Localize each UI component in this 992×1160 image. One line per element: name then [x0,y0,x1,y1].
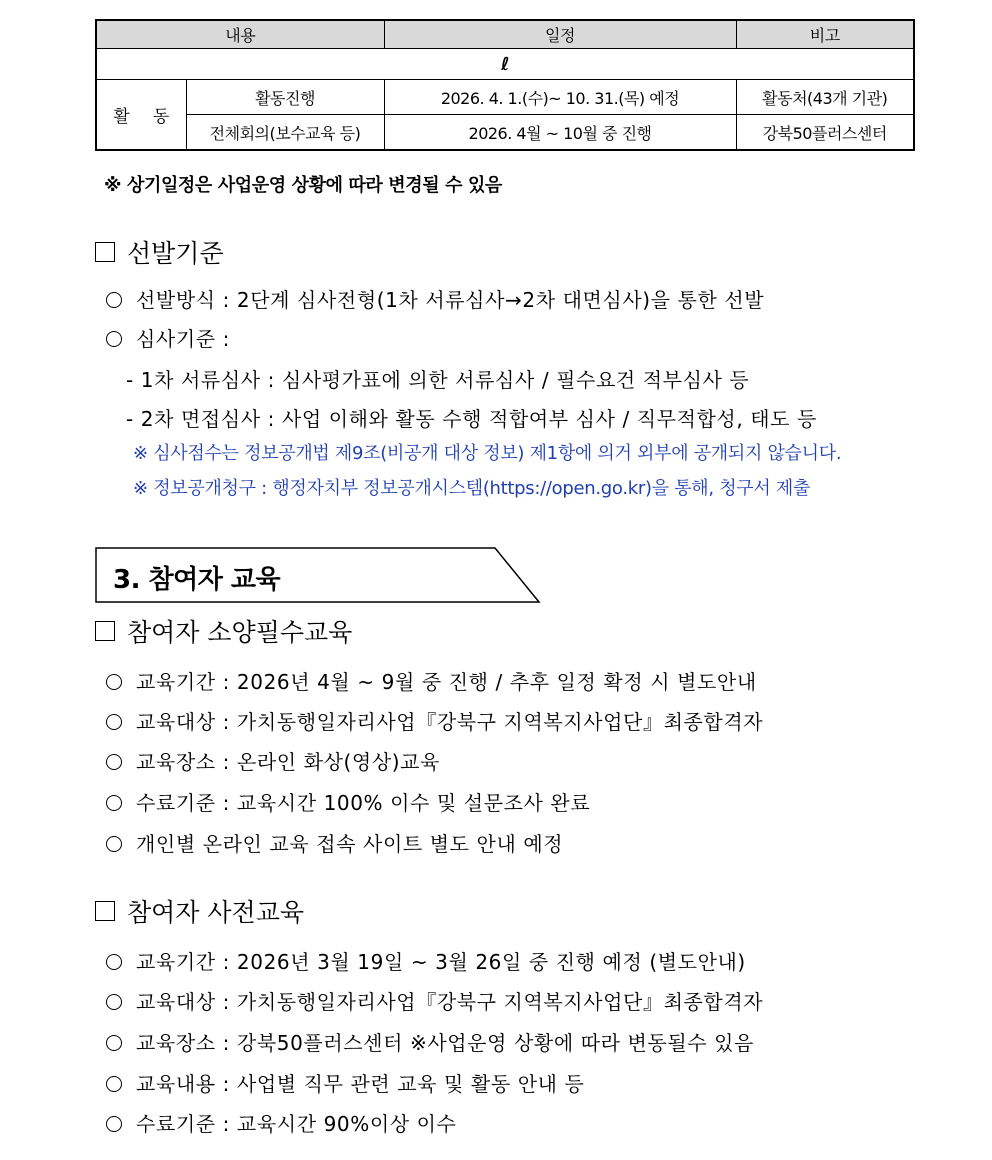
info-note: ※ 심사점수는 정보공개법 제9조(비공개 대상 정보) 제1항에 의거 외부에 공개되지 않습니다. [133,443,842,464]
list-item-text: 심사기준 : [136,327,230,351]
circle-bullet-icon [106,292,122,308]
list-item-text: 교육기간 : 2026년 3월 19일 ~ 3월 26일 중 진행 예정 (별도안내) [136,950,746,974]
info-note: ※ 정보공개청구 : 행정자치부 정보공개시스템(https://open.go.kr)을 통해, 청구서 제출 [133,478,811,499]
schedule-table [95,19,915,151]
row-note: 활동처(43개 기관) [736,80,914,115]
sub-item: - 2차 면접심사 : 사업 이해와 활동 수행 적합여부 심사 / 직무적합성, 태도 등 [126,407,817,431]
circle-bullet-icon [106,1076,122,1092]
pre-edu-heading [95,893,304,929]
list-item-text: 교육대상 : 가치동행일자리사업『강북구 지역복지사업단』최종합격자 [136,710,764,734]
list-item-text: 수료기준 : 교육시간 100% 이수 및 설문조사 완료 [136,791,591,815]
row-item: 활동진행 [186,80,384,115]
list-item-text: 수료기준 : 교육시간 90%이상 이수 [136,1112,457,1136]
list-item [106,706,763,735]
circle-bullet-icon [106,795,122,811]
required-edu-heading [95,613,352,649]
checkbox-square-icon [95,621,115,641]
row-schedule: 2026. 4. 1.(수)~ 10. 31.(목) 예정 [384,80,736,115]
circle-bullet-icon [106,674,122,690]
header-content: 내용 [96,20,384,49]
selection-heading [95,234,224,270]
list-item-text: 교육장소 : 강북50플러스센터 ※사업운영 상황에 따라 변동될수 있음 [136,1031,754,1055]
list-item [106,284,764,313]
sub-item: - 1차 서류심사 : 심사평가표에 의한 서류심사 / 필수요건 적부심사 등 [126,368,750,392]
list-item [106,986,763,1015]
section-title: 3. 참여자 교육 [113,565,281,595]
list-item-text: 개인별 온라인 교육 접속 사이트 별도 안내 예정 [136,832,564,856]
row-note: 강북50플러스센터 [736,115,914,151]
schedule-note: ※ 상기일정은 사업운영 상황에 따라 변경될 수 있음 [104,175,502,196]
activity-label: 활 동 [96,80,186,151]
circle-bullet-icon [106,754,122,770]
list-item [106,746,440,775]
list-item [106,1068,584,1097]
circle-bullet-icon [106,1116,122,1132]
list-item [106,828,563,857]
circle-bullet-icon [106,994,122,1010]
list-item [106,787,590,816]
circle-bullet-icon [106,954,122,970]
list-item-text: 교육내용 : 사업별 직무 관련 교육 및 활동 안내 등 [136,1072,585,1096]
circle-bullet-icon [106,836,122,852]
required-edu-title: 참여자 소양필수교육 [127,618,353,647]
header-schedule: 일정 [384,20,736,49]
list-item [106,1108,456,1137]
list-item [106,666,757,695]
section-banner [95,547,545,603]
circle-bullet-icon [106,331,122,347]
header-remarks: 비고 [736,20,914,49]
list-item-text: 교육기간 : 2026년 4월 ~ 9월 중 진행 / 추후 일정 확정 시 별도안내 [136,670,757,694]
list-item [106,1027,754,1056]
list-item-text: 교육대상 : 가치동행일자리사업『강북구 지역복지사업단』최종합격자 [136,990,764,1014]
circle-bullet-icon [106,714,122,730]
checkbox-square-icon [95,901,115,921]
pre-edu-title: 참여자 사전교육 [127,898,304,927]
list-item-text: 선발방식 : 2단계 심사전형(1차 서류심사→2차 대면심사)을 통한 선발 [136,288,765,312]
separator-row: ℓ [96,49,914,80]
list-item [106,323,230,352]
checkbox-square-icon [95,242,115,262]
list-item-text: 교육장소 : 온라인 화상(영상)교육 [136,750,440,774]
selection-title: 선발기준 [127,239,224,268]
row-item: 전체회의(보수교육 등) [186,115,384,151]
list-item [106,946,746,975]
circle-bullet-icon [106,1035,122,1051]
row-schedule: 2026. 4월 ~ 10월 중 진행 [384,115,736,151]
